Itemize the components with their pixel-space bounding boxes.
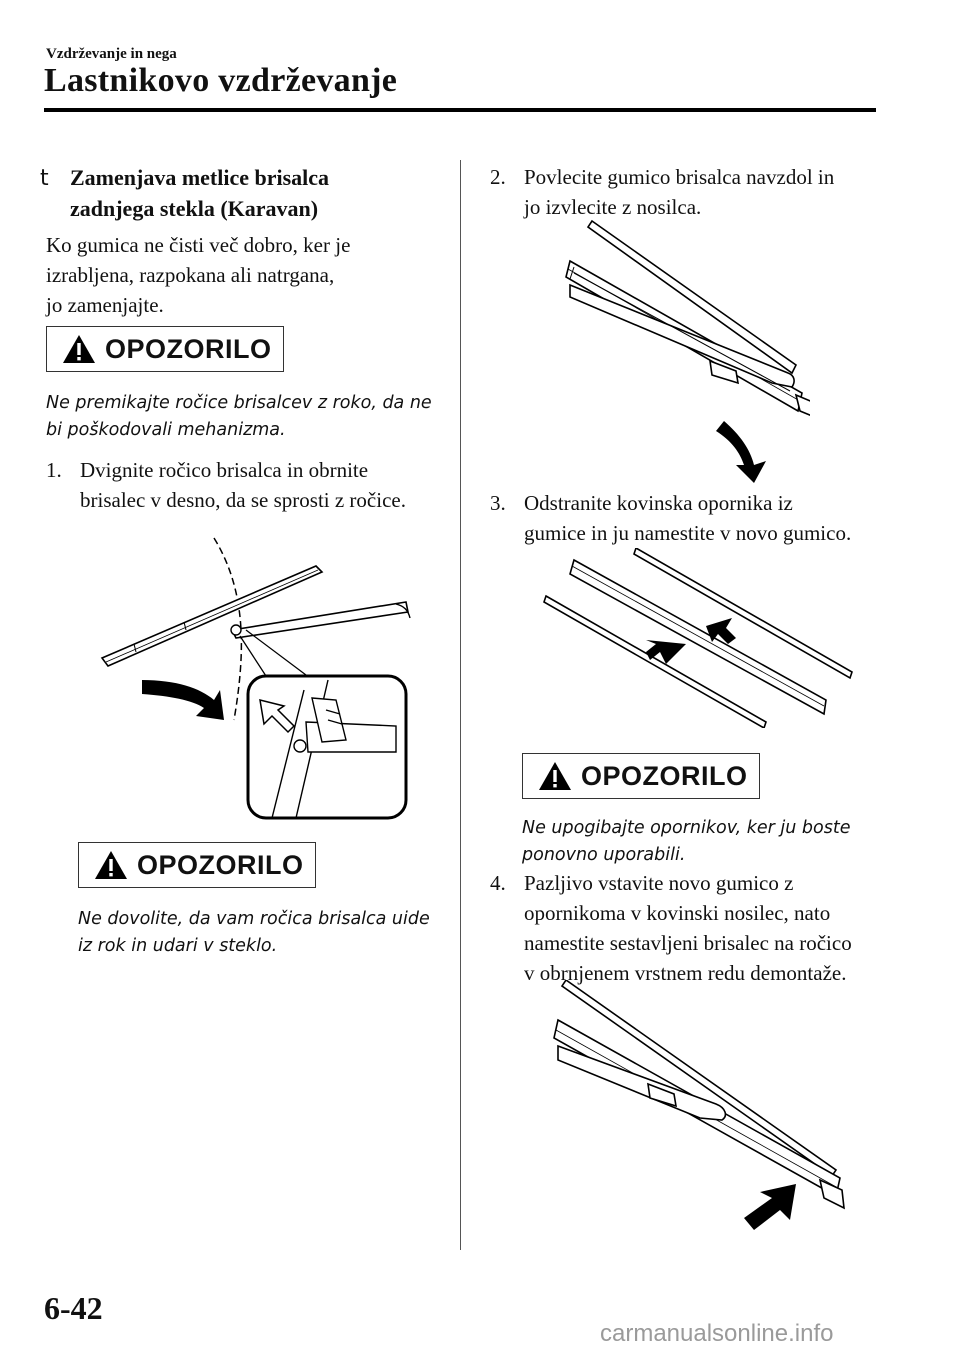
step-text-line: Dvignite ročico brisalca in obrnite [80, 458, 369, 482]
topic-bullet: t [40, 166, 49, 191]
step-text-line: Odstranite kovinska opornika iz [524, 491, 793, 515]
warning-text-line: ponovno uporabili. [522, 845, 686, 865]
step-1 [46, 455, 446, 515]
chapter-title: Lastnikovo vzdrževanje [44, 62, 398, 99]
topic-heading-line: zadnjega stekla (Karavan) [70, 196, 319, 221]
step-text-line: opornikoma v kovinski nosilec, nato [524, 901, 831, 925]
warning-text [78, 906, 430, 960]
step-number: 2. [490, 165, 506, 189]
page-number: 6-42 [44, 1290, 103, 1326]
wiper-supports-illustration [540, 548, 860, 728]
step-text-line: Pazljivo vstavite novo gumico z [524, 871, 794, 895]
column-divider [460, 160, 461, 1250]
step-2 [490, 162, 890, 222]
warning-text-line: Ne premikajte ročice brisalcev z roko, da ne [46, 393, 432, 413]
step-text-line: jo izvlecite z nosilca. [524, 195, 702, 219]
warning-triangle-icon [61, 333, 97, 365]
warning-label: OPOZORILO [137, 849, 304, 880]
warning-text [46, 390, 432, 444]
warning-box [522, 753, 760, 799]
warning-label: OPOZORILO [105, 333, 272, 364]
wiper-arm-illustration [96, 530, 426, 830]
intro-line: izrabljena, razpokana ali natrgana, [46, 263, 335, 287]
step-number: 4. [490, 871, 506, 895]
section-title: Vzdrževanje in nega [46, 46, 177, 62]
warning-text-line: Ne dovolite, da vam ročica brisalca uide [78, 909, 430, 929]
topic-heading [70, 162, 430, 224]
warning-text-line: Ne upogibajte opornikov, ker ju boste [522, 818, 851, 838]
warning-box [46, 326, 284, 372]
step-text-line: brisalec v desno, da se sprosti z ročice. [80, 488, 406, 512]
watermark: carmanualsonline.info [600, 1320, 834, 1347]
warning-label: OPOZORILO [581, 760, 748, 791]
step-4 [490, 868, 910, 988]
step-text-line: gumice in ju namestite v novo gumico. [524, 521, 852, 545]
intro-paragraph [46, 230, 350, 320]
step-number: 3. [490, 491, 506, 515]
header-rule [44, 108, 876, 112]
warning-triangle-icon [93, 849, 129, 881]
warning-text [522, 815, 850, 869]
step-text-line: v obrnjenem vrstnem redu demontaže. [524, 961, 847, 985]
topic-heading-line: Zamenjava metlice brisalca [70, 165, 330, 190]
step-text-line: namestite sestavljeni brisalec na ročico [524, 931, 852, 955]
warning-triangle-icon [537, 760, 573, 792]
step-3 [490, 488, 890, 548]
wiper-rubber-insert-illustration [550, 980, 850, 1240]
warning-text-line: bi poškodovali mehanizma. [46, 420, 286, 440]
step-text-line: Povlecite gumico brisalca navzdol in [524, 165, 835, 189]
warning-box [78, 842, 316, 888]
wiper-rubber-pull-illustration [560, 215, 810, 485]
intro-line: jo zamenjajte. [46, 293, 164, 317]
step-number: 1. [46, 458, 62, 482]
intro-line: Ko gumica ne čisti več dobro, ker je [46, 233, 351, 257]
warning-text-line: iz rok in udari v steklo. [78, 936, 278, 956]
